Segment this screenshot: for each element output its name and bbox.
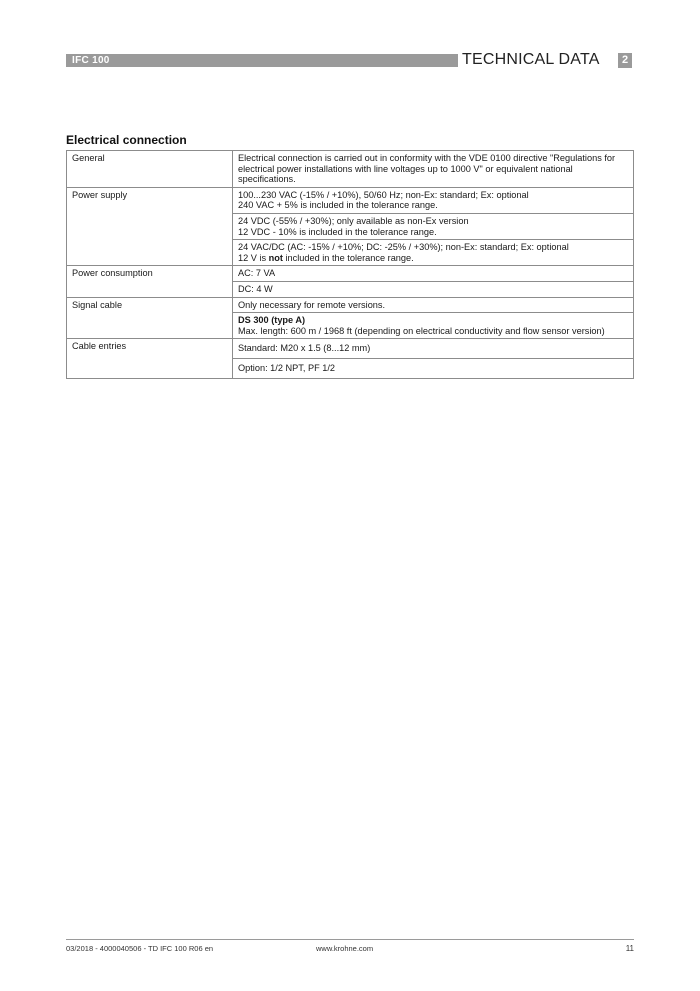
power-supply-dc-line2: 12 VDC - 10% is included in the tolerance range. [238, 226, 437, 237]
table-row-cable-entries [67, 339, 634, 359]
signal-cable-note: Only necessary for remote versions. [233, 297, 634, 313]
header-product-name: IFC 100 [72, 55, 110, 66]
general-text: Electrical connection is carried out in conformity with the VDE 0100 directive "Regulations for electrical power installations with line voltages up to 1000 V" or equivalent national specifications. [233, 151, 634, 188]
electrical-connection-table [66, 150, 634, 379]
header-product-bar [66, 54, 458, 67]
footer-divider [66, 939, 634, 940]
power-consumption-ac: AC: 7 VA [233, 266, 634, 282]
power-supply-ac-line2: 240 VAC + 5% is included in the tolerance range. [238, 200, 438, 211]
power-consumption-dc: DC: 4 W [233, 281, 634, 297]
cable-entries-option: Option: 1/2 NPT, PF 1/2 [233, 358, 634, 378]
row-label-power-supply: Power supply [67, 187, 233, 266]
power-supply-dc-line1: 24 VDC (-55% / +30%); only available as non-Ex version [238, 215, 469, 226]
power-supply-ac-cell [233, 187, 634, 213]
cable-entries-standard: Standard: M20 x 1.5 (8...12 mm) [233, 339, 634, 359]
power-supply-acdc-line1: 24 VAC/DC (AC: -15% / +10%; DC: -25% / +30%); non-Ex: standard; Ex: optional [238, 242, 569, 253]
table-row-power-supply [67, 187, 634, 213]
signal-cable-type-cell [233, 313, 634, 339]
footer-website-link[interactable]: www.krohne.com [316, 944, 374, 953]
section-heading: Electrical connection [66, 133, 187, 147]
signal-cable-type-desc: Max. length: 600 m / 1968 ft (depending on electrical conductivity and flow sensor version) [238, 325, 605, 336]
footer-document-reference: 03/2018 - 4000040506 - TD IFC 100 R06 en [66, 944, 214, 953]
acdc-line2-post: included in the tolerance range. [282, 252, 414, 263]
power-supply-acdc-line2 [238, 253, 628, 264]
header-section-title: TECHNICAL DATA [462, 51, 600, 68]
row-label-signal-cable: Signal cable [67, 297, 233, 339]
acdc-line2-bold: not [268, 252, 283, 263]
signal-cable-type-title: DS 300 (type A) [238, 315, 306, 326]
row-label-general: General [67, 151, 233, 188]
table-row-power-consumption [67, 266, 634, 282]
header-chapter-number: 2 [618, 53, 632, 68]
power-supply-dc-cell [233, 213, 634, 239]
table-row-general [67, 151, 634, 188]
row-label-power-consumption: Power consumption [67, 266, 233, 297]
footer-page-number: 11 [625, 944, 634, 953]
power-supply-ac-line1: 100...230 VAC (-15% / +10%), 50/60 Hz; non-Ex: standard; Ex: optional [238, 189, 529, 200]
row-label-cable-entries: Cable entries [67, 339, 233, 378]
table-row-signal-cable [67, 297, 634, 313]
acdc-line2-pre: 12 V is [238, 252, 269, 263]
power-supply-acdc-cell [233, 240, 634, 266]
